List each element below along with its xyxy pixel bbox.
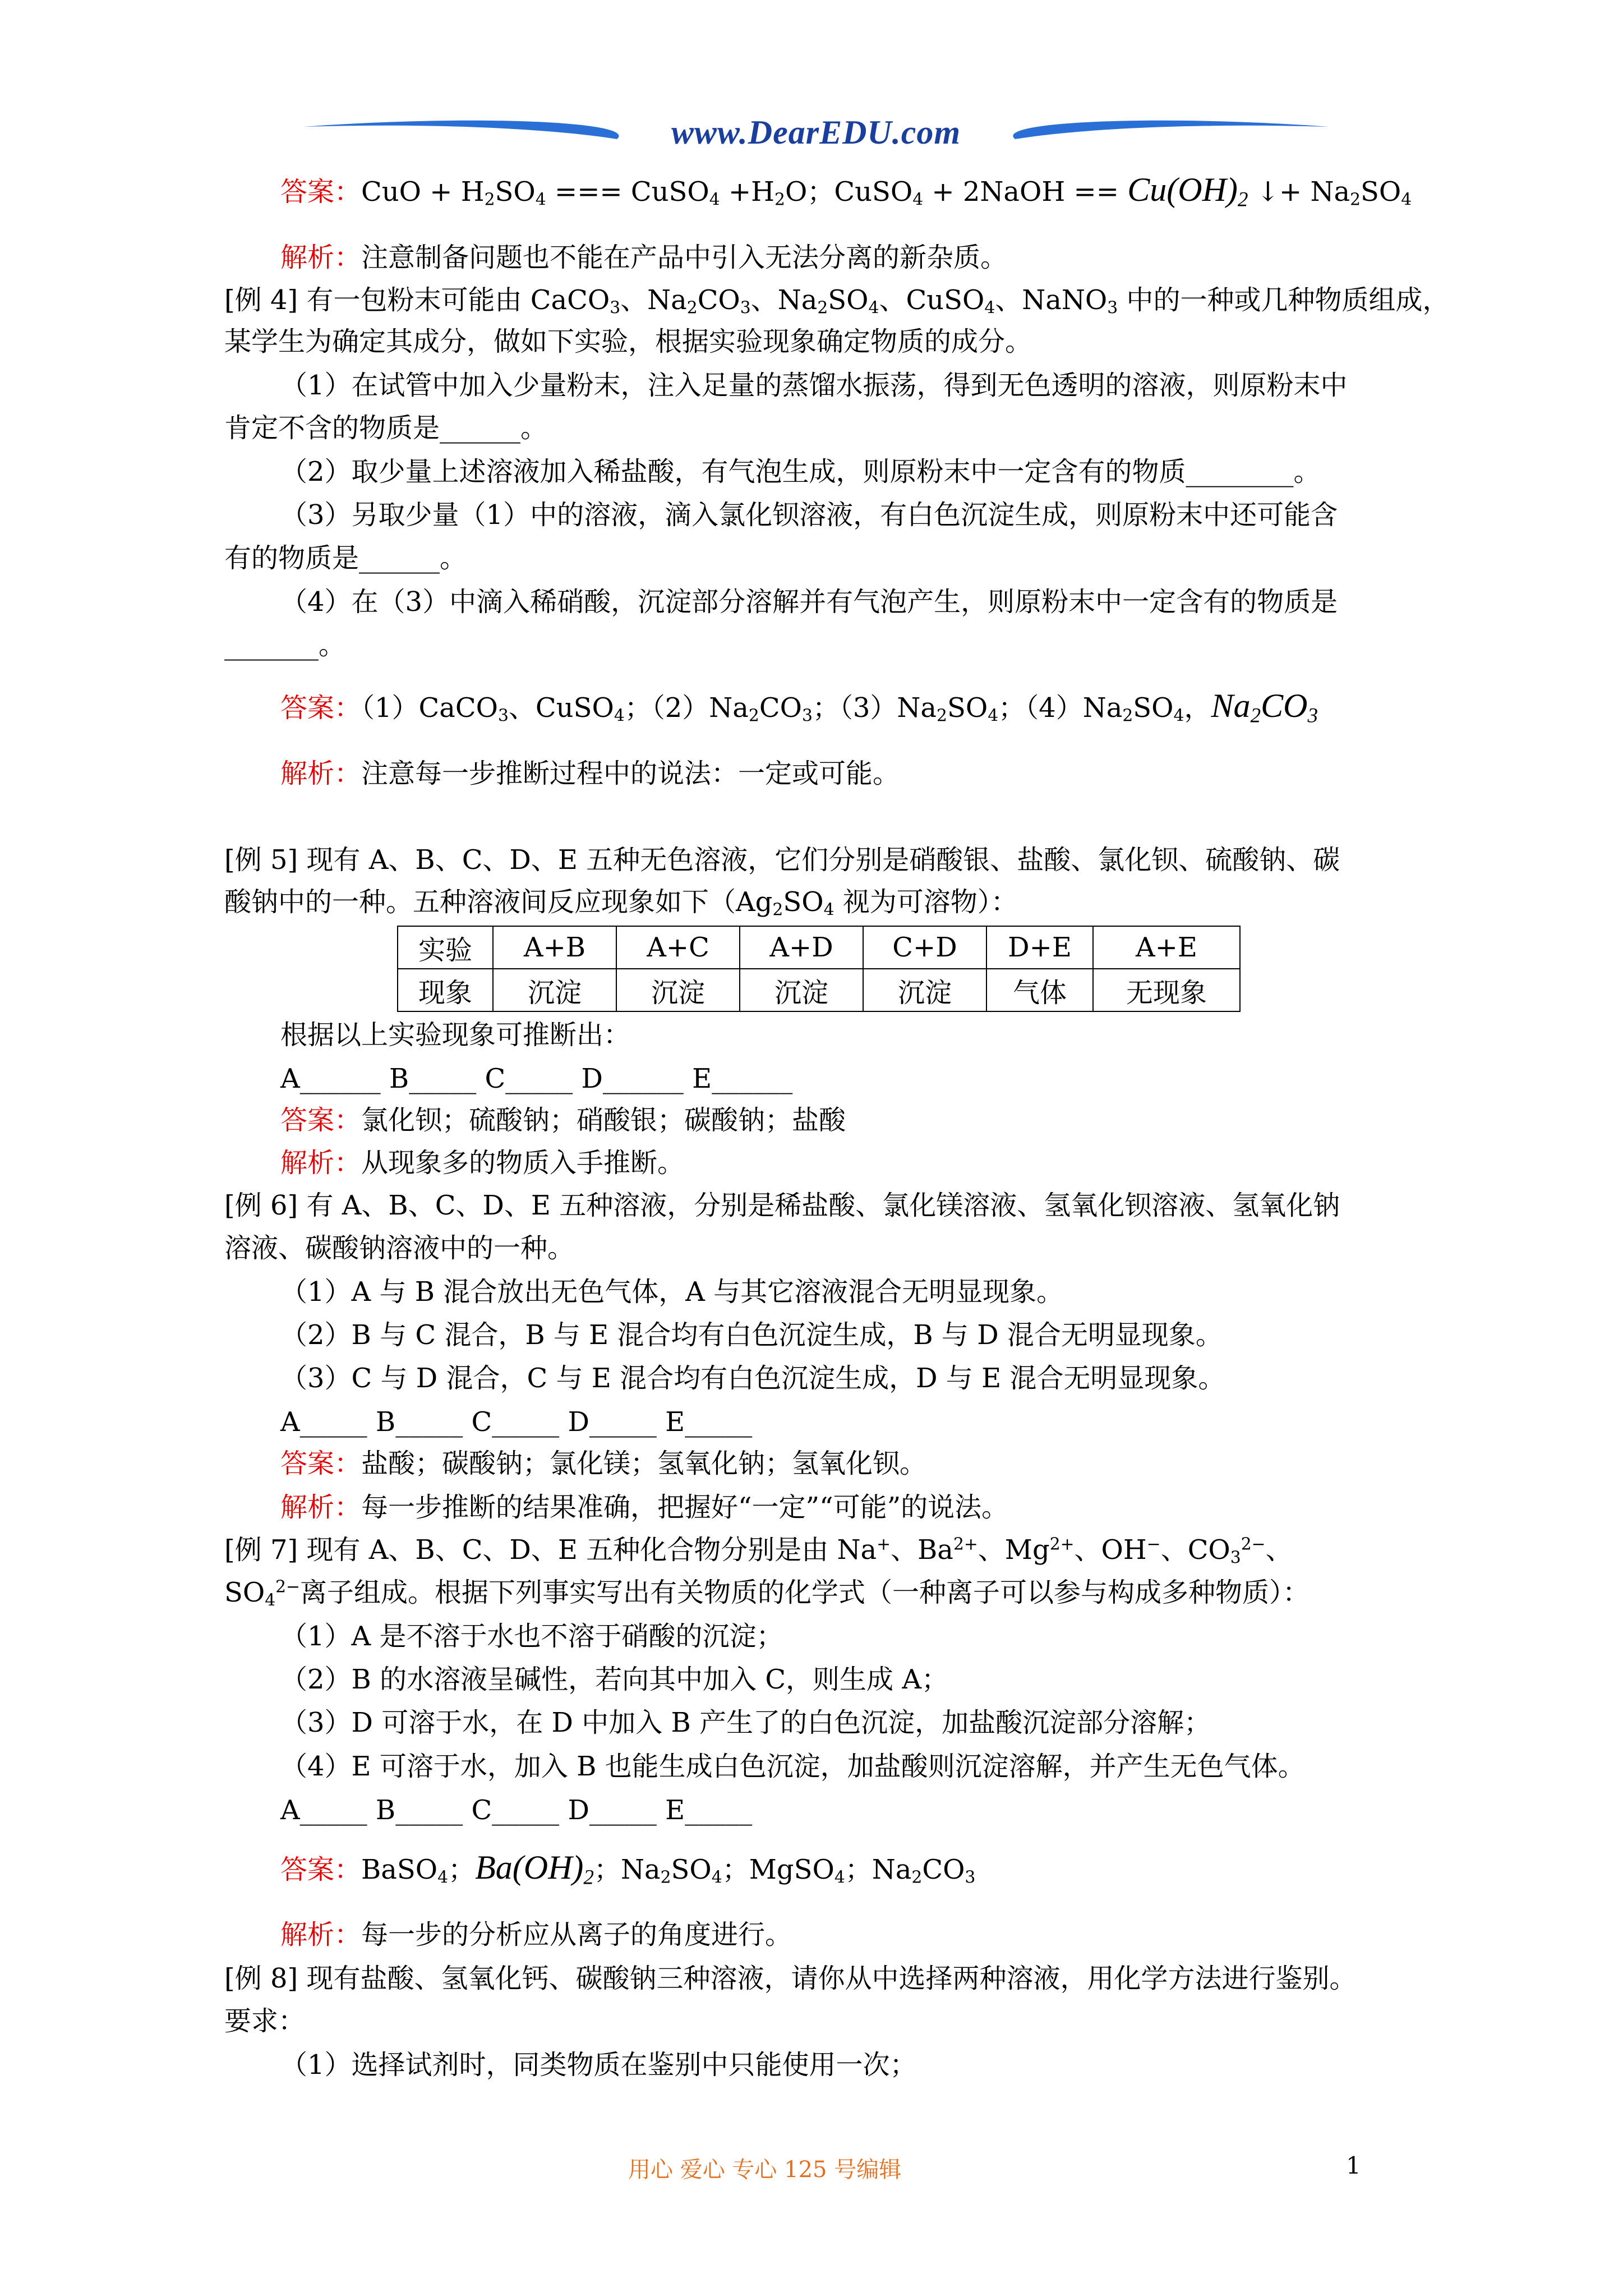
table-header-cell: A+C xyxy=(616,926,740,969)
example-7-blanks: A_____ B_____ C_____ D_____ E_____ xyxy=(280,1795,753,1826)
example-4-line-2: 某学生为确定其成分，做如下实验，根据实验现象确定物质的成分。 xyxy=(224,326,1032,357)
example-7-q2: （2）B 的水溶液呈碱性，若向其中加入 C，则生成 A； xyxy=(280,1664,948,1695)
answer-3: 答案：CuO + $H_2SO_4$ === CuSO$_4$ $+H_2O$；CuSO$_4$ + 2NaOH == $Cu(OH)_2$ ↓+ $Na_2SO_4$ xyxy=(280,171,1412,211)
table-cell: 气体 xyxy=(986,969,1093,1011)
example-4-q1-cont: 肯定不含的物质是______。 xyxy=(224,412,548,444)
example-6-q3: （3）C 与 D 混合，C 与 E 混合均有白色沉淀生成，D 与 E 混合无明显现象。 xyxy=(280,1363,1225,1394)
explanation-5: 解析：从现象多的物质入手推断。 xyxy=(280,1147,685,1179)
table-header-cell: A+B xyxy=(493,926,616,969)
experiment-table xyxy=(397,926,1241,1012)
table-cell: 沉淀 xyxy=(616,969,740,1011)
answer-5: 答案：氯化钡；硫酸钠；硝酸银；碳酸钠；盐酸 xyxy=(280,1105,846,1136)
example-5-heading: [例 5] 现有 A、B、C、D、E 五种无色溶液，它们分别是硝酸银、盐酸、氯化钡、硫酸钠、碳 xyxy=(224,844,1340,876)
example-6-q1: （1）A 与 B 混合放出无色气体，A 与其它溶液混合无明显现象。 xyxy=(280,1276,1064,1308)
table-row xyxy=(398,969,1240,1011)
example-4-heading: [例 4] 有一包粉末可能由 CaCO$_3$、$Na_2CO_3$、$Na_2SO_4$、CuSO$_4$、NaNO$_3$ 中的一种或几种物质组成， xyxy=(224,284,1450,318)
explanation-3: 解析：注意制备问题也不能在产品中引入无法分离的新杂质。 xyxy=(280,242,1008,273)
site-header-text[interactable]: www.DearEDU.com xyxy=(671,114,961,151)
example-7-q4: （4）E 可溶于水，加入 B 也能生成白色沉淀，加盐酸则沉淀溶解，并产生无色气体。 xyxy=(280,1751,1305,1782)
explanation-label: 解析： xyxy=(280,1147,362,1179)
example-8-heading: [例 8] 现有盐酸、氢氧化钙、碳酸钠三种溶液，请你从中选择两种溶液，用化学方法进行鉴别。 xyxy=(224,1963,1357,1994)
explanation-4: 解析：注意每一步推断过程中的说法：一定或可能。 xyxy=(280,758,900,789)
answer-7: 答案：BaSO$_4$；$Ba(OH)_2$；$Na_2SO_4$；MgSO$_4$；$Na_2CO_3$ xyxy=(280,1849,976,1889)
site-header-logo xyxy=(303,110,1329,160)
answer-6: 答案：盐酸；碳酸钠；氯化镁；氢氧化钠；氢氧化钡。 xyxy=(280,1448,927,1479)
example-4-q2: （2）取少量上述溶液加入稀盐酸，有气泡生成，则原粉末中一定含有的物质________。 xyxy=(280,456,1321,487)
answer-label: 答案： xyxy=(280,1448,362,1479)
table-cell: 现象 xyxy=(398,969,493,1011)
example-7-q3: （3）D 可溶于水，在 D 中加入 B 产生了的白色沉淀，加盐酸沉淀部分溶解； xyxy=(280,1707,1211,1738)
answer-label: 答案： xyxy=(280,692,362,724)
table-cell: 沉淀 xyxy=(493,969,616,1011)
example-6-heading: [例 6] 有 A、B、C、D、E 五种溶液，分别是稀盐酸、氯化镁溶液、氢氧化钡溶液、氢氧化钠 xyxy=(224,1190,1340,1221)
example-4-q1: （1）在试管中加入少量粉末，注入足量的蒸馏水振荡，得到无色透明的溶液，则原粉末中 xyxy=(280,370,1348,401)
answer-4: 答案：（1）CaCO$_3$、CuSO$_4$；$(2)Na_2CO_3$；$(3)Na_2SO_4$；$(4)Na_2SO_4$，$Na_2CO_3$ xyxy=(280,687,1318,728)
formula-ba-oh2: $Ba(OH)_2$ xyxy=(475,1849,594,1889)
explanation-label: 解析： xyxy=(280,758,362,789)
table-header-cell: A+E xyxy=(1093,926,1240,969)
table-cell: 沉淀 xyxy=(740,969,863,1011)
example-8-q1: （1）选择试剂时，同类物质在鉴别中只能使用一次； xyxy=(280,2049,917,2081)
example-4-q3: （3）另取少量（1）中的溶液，滴入氯化钡溶液，有白色沉淀生成，则原粉末中还可能含 xyxy=(280,499,1338,531)
explanation-label: 解析： xyxy=(280,242,362,273)
page-footer-text: 用心 爱心 专心 125 号编辑 xyxy=(628,2157,902,2183)
example-5-line-2: 酸钠中的一种。五种溶液间反应现象如下（$Ag_2SO_4$ 视为可溶物）： xyxy=(224,886,1018,920)
example-4-q4-cont: _______。 xyxy=(224,629,346,661)
table-cell: 无现象 xyxy=(1093,969,1240,1011)
example-6-line-2: 溶液、碳酸钠溶液中的一种。 xyxy=(224,1232,575,1264)
example-7-q1: （1）A 是不溶于水也不溶于硝酸的沉淀； xyxy=(280,1621,783,1652)
formula-na2co3: $Na_2CO_3$ xyxy=(1211,687,1318,728)
explanation-label: 解析： xyxy=(280,1492,362,1523)
formula-cu-oh2: $Cu(OH)_2$ xyxy=(1127,171,1248,211)
example-5-blanks: A______ B_____ C_____ D______ E______ xyxy=(280,1063,793,1094)
explanation-6: 解析：每一步推断的结果准确，把握好“一定”“可能”的说法。 xyxy=(280,1492,1009,1523)
example-4-q3-cont: 有的物质是______。 xyxy=(224,542,467,574)
explanation-7: 解析：每一步的分析应从离子的角度进行。 xyxy=(280,1919,792,1950)
table-header-cell: D+E xyxy=(986,926,1093,969)
example-8-line-2: 要求： xyxy=(224,2005,306,2037)
answer-label: 答案： xyxy=(280,1854,362,1885)
table-header-cell: C+D xyxy=(863,926,986,969)
answer-label: 答案： xyxy=(280,1105,362,1136)
example-7-line-2: $SO_4^{2-}$离子组成。根据下列事实写出有关物质的化学式（一种离子可以参与构成多种物质）： xyxy=(224,1577,1310,1611)
table-header-cell: A+D xyxy=(740,926,863,969)
table-cell: 沉淀 xyxy=(863,969,986,1011)
example-5-infer: 根据以上实验现象可推断出： xyxy=(280,1019,631,1051)
explanation-label: 解析： xyxy=(280,1919,362,1950)
example-4-q4: （4）在（3）中滴入稀硝酸，沉淀部分溶解并有气泡产生，则原粉末中一定含有的物质是 xyxy=(280,586,1338,618)
table-row xyxy=(398,926,1240,969)
table-header-cell: 实验 xyxy=(398,926,493,969)
page-number: 1 xyxy=(1346,2152,1361,2179)
example-6-q2: （2）B 与 C 混合，B 与 E 混合均有白色沉淀生成，B 与 D 混合无明显现象。 xyxy=(280,1319,1223,1351)
example-6-blanks: A_____ B_____ C_____ D_____ E_____ xyxy=(280,1406,753,1438)
example-7-heading: [例 7] 现有 A、B、C、D、E 五种化合物分别是由 Na+、$Ba^{2+}$、$Mg^{2+}$、OH−、$CO_3^{2-}$、 xyxy=(224,1534,1293,1568)
answer-label: 答案： xyxy=(280,176,362,208)
